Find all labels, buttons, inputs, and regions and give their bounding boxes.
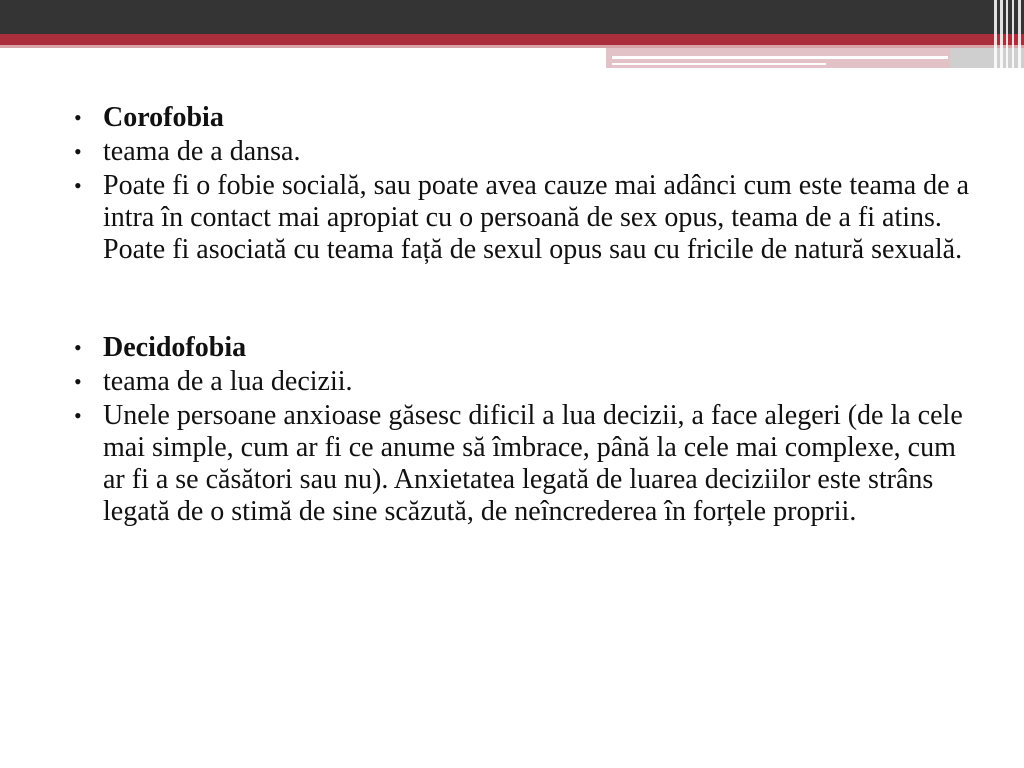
phobia-title: Corofobia bbox=[103, 102, 224, 133]
header-decor-line bbox=[612, 63, 826, 65]
header-decor-line bbox=[612, 56, 948, 59]
header-vertical-bars bbox=[990, 0, 1024, 72]
phobia-definition: teama de a lua decizii. bbox=[103, 366, 353, 397]
header-vertical-bar bbox=[1006, 0, 1008, 72]
header-band-red bbox=[0, 34, 1024, 45]
slide-content bbox=[70, 102, 970, 530]
bullet-icon: • bbox=[74, 105, 82, 130]
section-decidofobia bbox=[70, 332, 970, 528]
phobia-title: Decidofobia bbox=[103, 332, 247, 363]
section-corofobia bbox=[70, 102, 970, 266]
header-vertical-bar bbox=[994, 0, 997, 72]
bullet-item-definition bbox=[70, 366, 970, 398]
header-band-dark bbox=[0, 0, 1024, 34]
bullet-item-title bbox=[70, 102, 970, 134]
header-vertical-bar bbox=[1018, 0, 1021, 72]
bullet-icon: • bbox=[74, 335, 82, 360]
phobia-description: Unele persoane anxioase găsesc dificil a lua decizii, a face alegeri (de la cele mai simple, cum ar fi ce anume să îmbrace, până la cele mai complexe, cum ar fi a se căsători sau nu). Anxietatea legată de luarea deciziilor este strâns legată de o stimă de sine scăzută, de neîncrederea în forțele proprii. bbox=[103, 400, 963, 527]
header-vertical-bar bbox=[1000, 0, 1003, 72]
phobia-definition: teama de a dansa. bbox=[103, 136, 301, 167]
bullet-icon: • bbox=[74, 403, 82, 428]
bullet-icon: • bbox=[74, 369, 82, 394]
bullet-icon: • bbox=[74, 173, 82, 198]
header-vertical-bar bbox=[1012, 0, 1014, 72]
bullet-item-definition bbox=[70, 136, 970, 168]
phobia-description: Poate fi o fobie socială, sau poate avea cauze mai adânci cum este teama de a intra în contact mai apropiat cu o persoană de sex opus, teama de a fi atins. Poate fi asociată cu teama față de sexul opus sau cu fricile de natură sexuală. bbox=[103, 170, 970, 265]
bullet-icon: • bbox=[74, 139, 82, 164]
section-spacer bbox=[70, 268, 970, 332]
bullet-item-description bbox=[70, 400, 970, 528]
bullet-item-title bbox=[70, 332, 970, 364]
bullet-item-description bbox=[70, 170, 970, 266]
